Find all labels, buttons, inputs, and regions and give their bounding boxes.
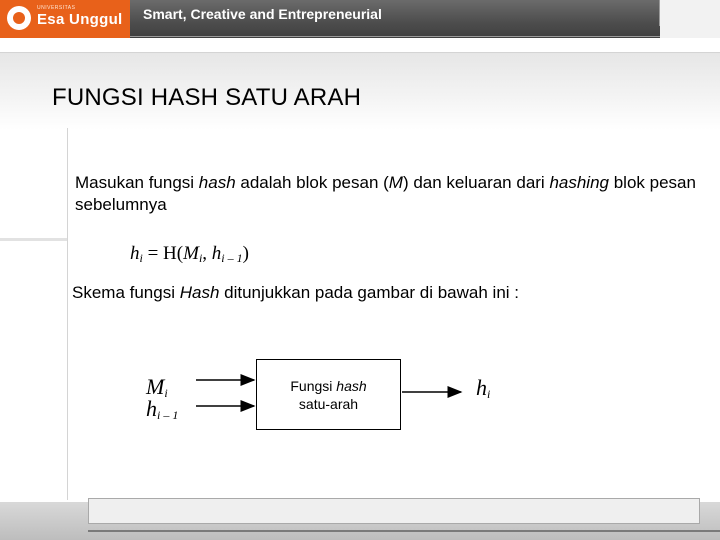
formula-h-sub: i xyxy=(139,251,143,265)
hash-box-text: Fungsi xyxy=(290,377,337,394)
formula-close: ) xyxy=(242,243,249,264)
diagram-input-h xyxy=(146,396,178,423)
formula-h-prev-sub: i – 1 xyxy=(221,251,243,265)
input-h-sub: i – 1 xyxy=(157,408,179,422)
input-m-var: M xyxy=(146,374,165,399)
hash-box-em: hash xyxy=(336,377,367,394)
diagram-output-h xyxy=(476,375,490,402)
hash-box-line-1 xyxy=(290,377,366,395)
para-text-2: adalah blok pesan ( xyxy=(235,173,389,192)
para-em-hashing: hashing xyxy=(549,173,609,192)
para-text-3: ) dan keluaran dari xyxy=(402,173,550,192)
skema-text-1: Skema fungsi xyxy=(72,283,180,302)
input-m-sub: i xyxy=(164,386,168,400)
para-em-hash: hash xyxy=(198,173,236,192)
output-h-sub: i xyxy=(487,387,491,401)
logo-text: Esa Unggul xyxy=(37,11,123,28)
skema-text-2: ditunjukkan pada gambar di bawah ini : xyxy=(219,283,520,302)
input-h-var: h xyxy=(146,396,157,421)
para-em-m: M xyxy=(388,173,403,192)
hash-box-line-2: satu-arah xyxy=(298,395,359,412)
para-text-4: blok pesan sebelumnya xyxy=(75,173,696,214)
hash-function-box xyxy=(256,359,401,430)
formula-eq: = H( xyxy=(142,243,184,264)
formula-h: h xyxy=(130,243,140,264)
formula-comma: , xyxy=(202,243,212,264)
output-h-var: h xyxy=(476,375,487,400)
formula-m-sub: i xyxy=(198,251,203,265)
slide-title: FUNGSI HASH SATU ARAH xyxy=(52,84,362,111)
formula-h-prev: h xyxy=(211,243,222,264)
header-tagline: Smart, Creative and Entrepreneurial xyxy=(143,6,382,22)
para-text-1: Masukan fungsi xyxy=(75,173,199,192)
skema-em-hash: Hash xyxy=(179,283,220,302)
formula-m: M xyxy=(183,243,199,264)
logo-subtext: UNIVERSITAS xyxy=(37,5,76,11)
